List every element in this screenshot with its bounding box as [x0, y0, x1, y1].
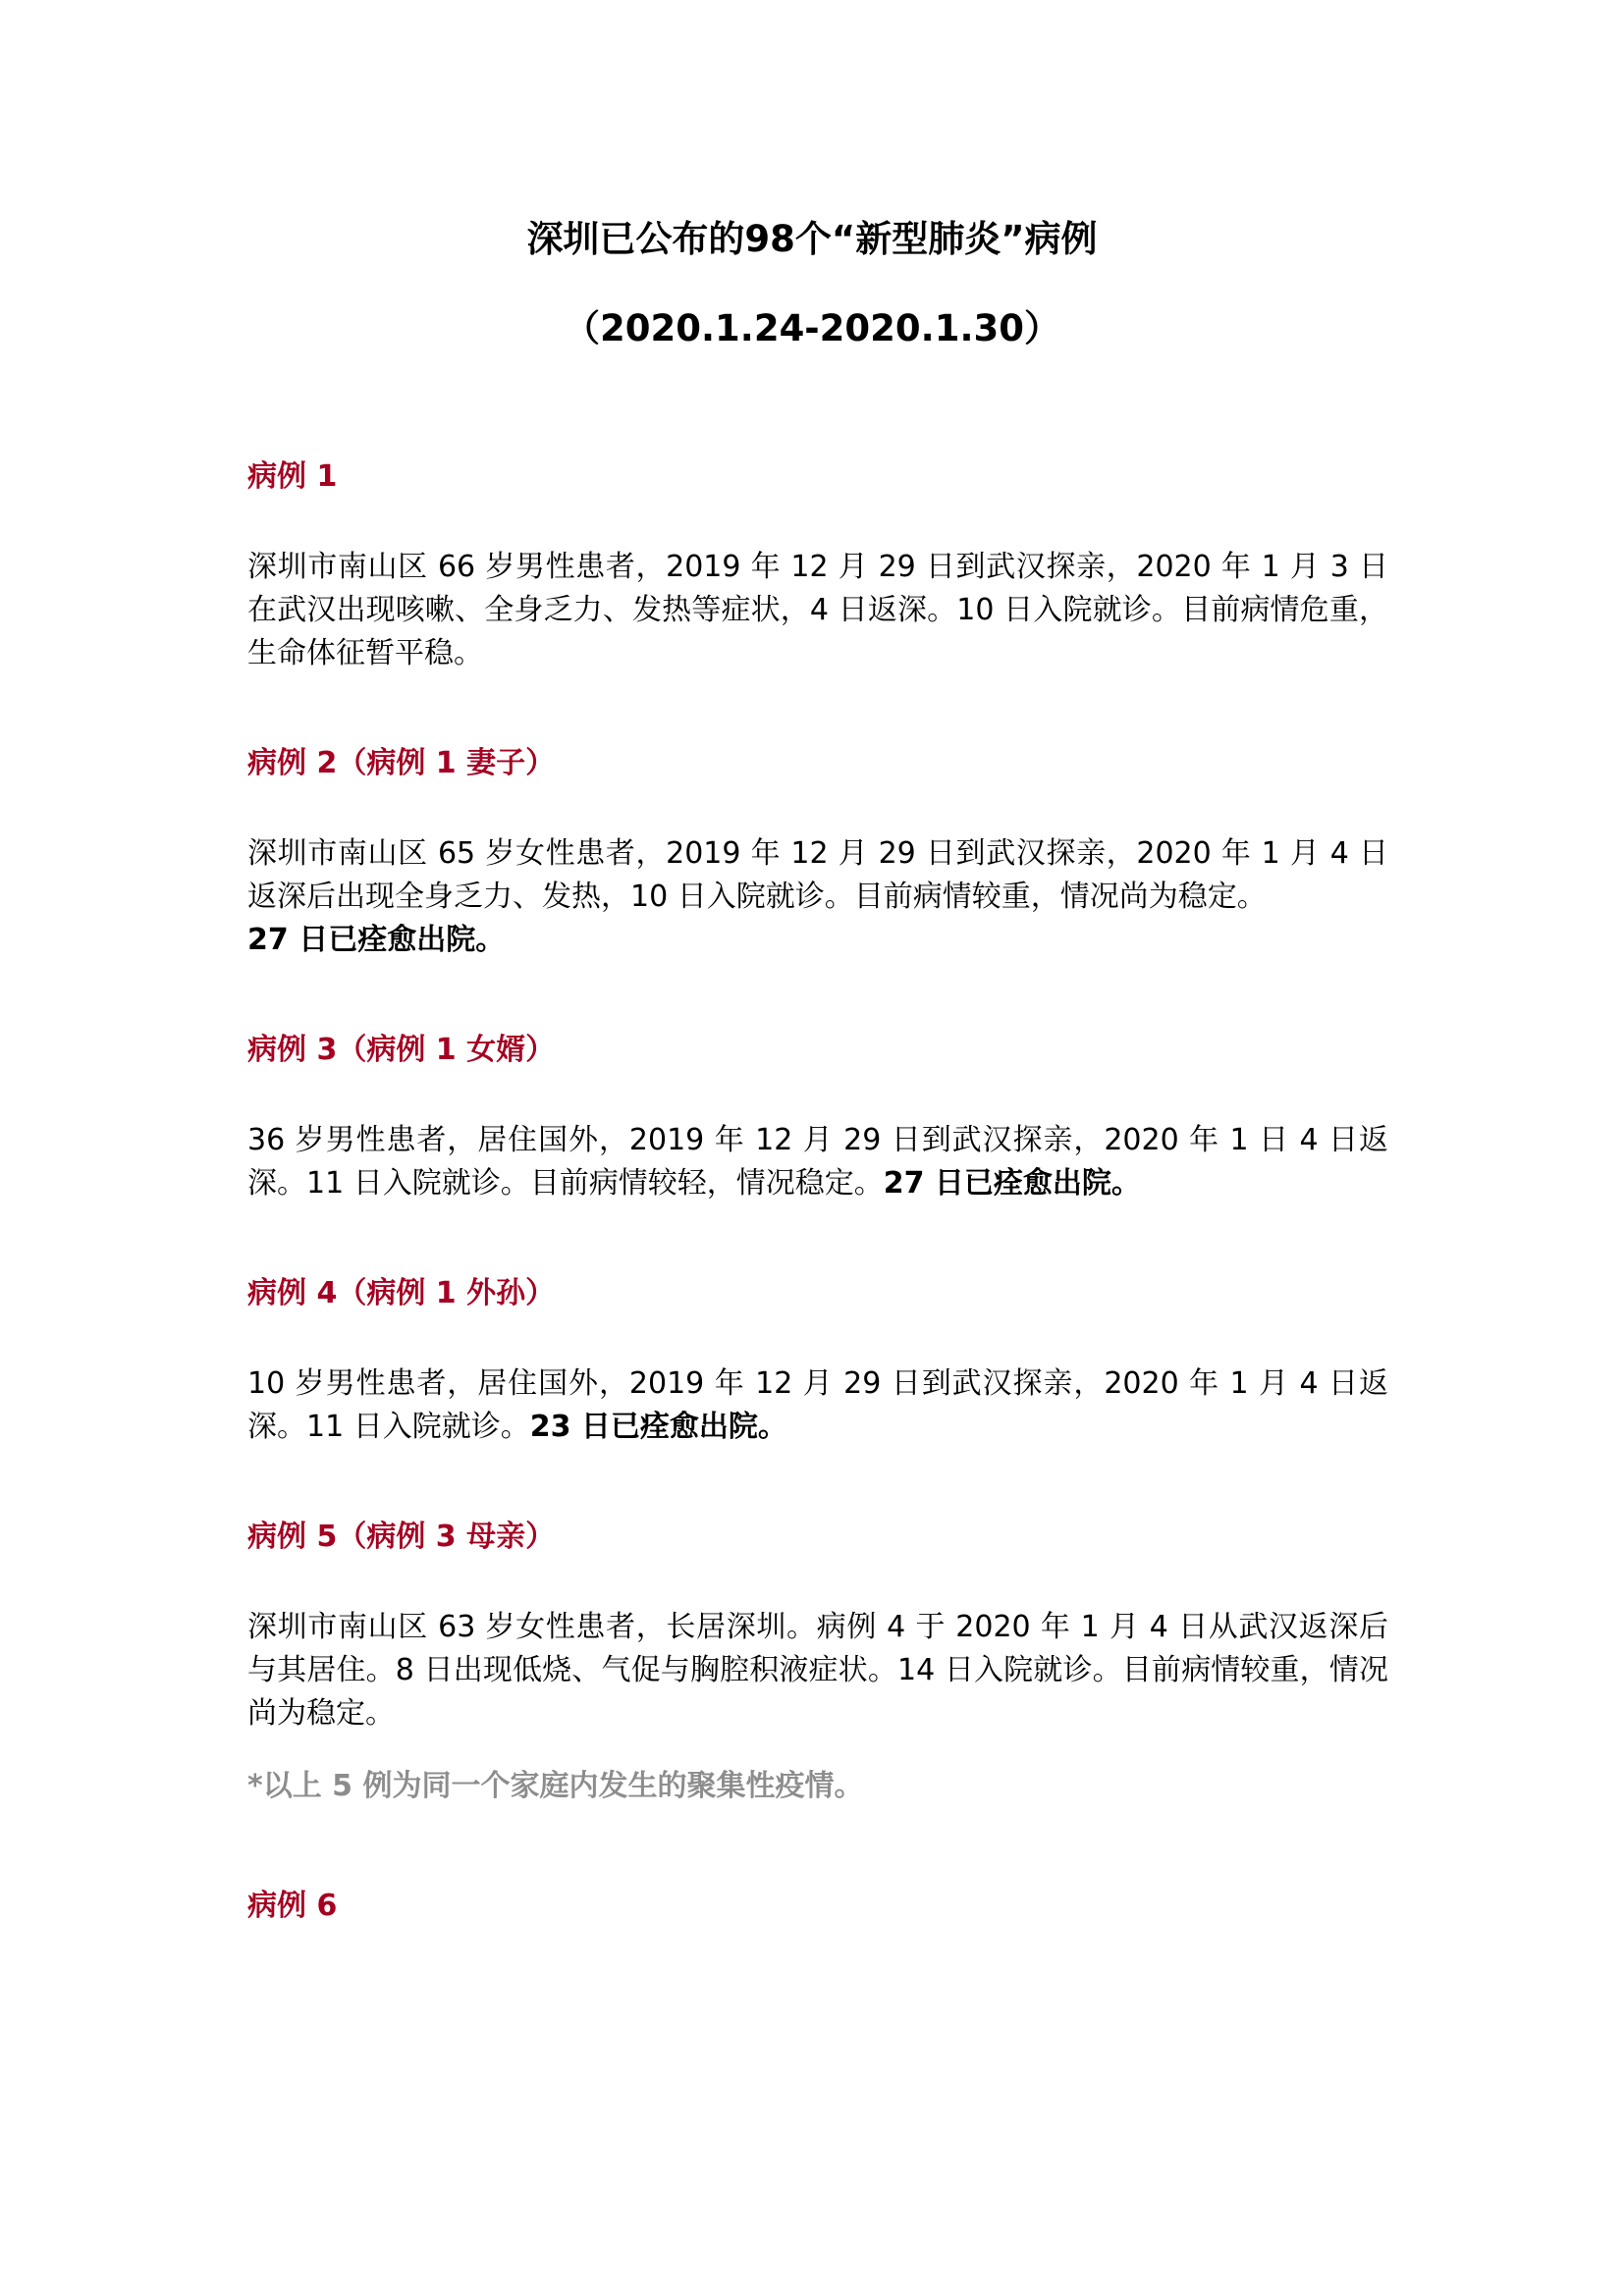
family-cluster-note: *以上 5 例为同一个家庭内发生的聚集性疫情。: [247, 1769, 864, 1803]
case-heading: 病例 4（病例 1 外孙）: [247, 1276, 556, 1310]
document-title: 深圳已公布的98个“新型肺炎”病例: [526, 218, 1098, 260]
case-description: [247, 546, 1388, 675]
case-text: 深圳市南山区 63 岁女性患者，长居深圳。病例 4 于 2020 年 1 月 4 日从武汉返深后与其居住。8 日出现低烧、气促与胸腔积液症状。14 日入院就诊。目前病情较重，情况尚为稳定。: [247, 1610, 1388, 1731]
case-text: 深圳市南山区 65 岁女性患者，2019 年 12 月 29 日到武汉探亲，2020 年 1 月 4 日返深后出现全身乏力、发热，10 日入院就诊。目前病情较重，情况尚为稳定。: [247, 836, 1388, 914]
case-heading: 病例 2（病例 1 妻子）: [247, 746, 556, 780]
case-entry-5: [247, 1508, 1388, 1735]
case-heading: 病例 5（病例 3 母亲）: [247, 1520, 556, 1554]
discharge-note: 23 日已痊愈出院。: [529, 1410, 787, 1444]
discharge-note: 27 日已痊愈出院。: [883, 1166, 1141, 1201]
case-description: [247, 832, 1388, 962]
document-date-range: （2020.1.24-2020.1.30）: [563, 307, 1060, 349]
case-description: [247, 1362, 1388, 1449]
case-text: 深圳市南山区 66 岁男性患者，2019 年 12 月 29 日到武汉探亲，2020 年 1 月 3 日在武汉出现咳嗽、全身乏力、发热等症状，4 日返深。10 日入院就诊。目前病情危重，生命体征暂平稳。: [247, 550, 1388, 670]
case-entry-1: [247, 448, 1388, 675]
case-heading: 病例 1: [247, 459, 338, 494]
case-entry-6: [247, 1877, 1388, 1936]
case-text: 10 岁男性患者，居住国外，2019 年 12 月 29 日到武汉探亲，2020 年 1 月 4 日返深。11 日入院就诊。: [247, 1366, 1388, 1444]
case-heading: 病例 3（病例 1 女婿）: [247, 1033, 556, 1067]
case-text: 36 岁男性患者，居住国外，2019 年 12 月 29 日到武汉探亲，2020 年 1 日 4 日返深。11 日入院就诊。目前病情较轻，情况稳定。: [247, 1123, 1388, 1201]
case-heading: 病例 6: [247, 1889, 338, 1923]
case-entry-2: [247, 734, 1388, 962]
case-description: [247, 1119, 1388, 1205]
case-list: [247, 448, 1388, 1995]
case-entry-4: [247, 1264, 1388, 1449]
discharge-note: 27 日已痊愈出院。: [247, 923, 506, 957]
case-entry-3: [247, 1021, 1388, 1205]
case-description: [247, 1606, 1388, 1735]
